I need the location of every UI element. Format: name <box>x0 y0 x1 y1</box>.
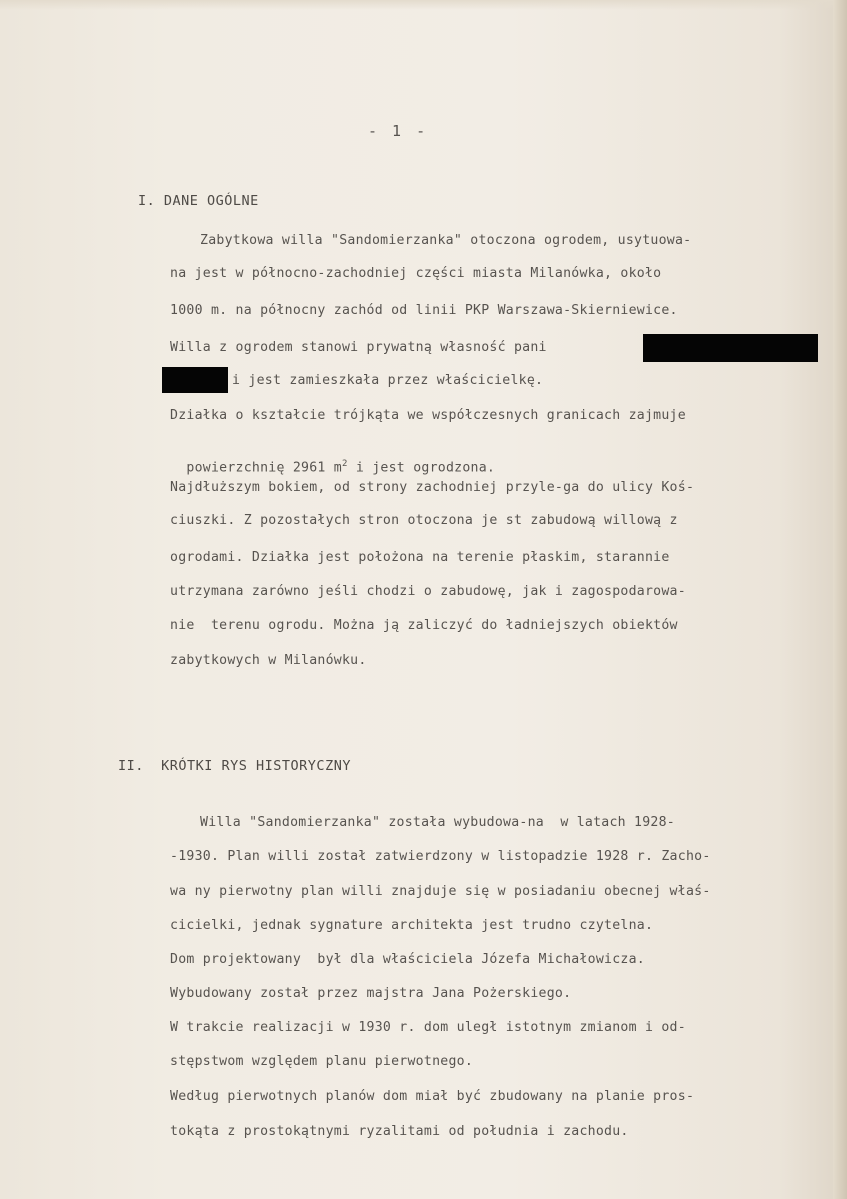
paragraph-line: wa ny pierwotny plan willi znajduje się w posiadaniu obecnej właś- <box>170 884 711 899</box>
page-edge <box>833 0 847 1199</box>
area-text-rest: i jest ogrodzona. <box>347 460 496 476</box>
paragraph-line: Według pierwotnych planów dom miał być zbudowany na planie pros- <box>170 1089 695 1104</box>
paragraph-line: na jest w północno-zachodniej części miasta Milanówka, około <box>170 266 662 281</box>
paragraph-line: ciuszki. Z pozostałych stron otoczona je st zabudową willową z <box>170 513 678 528</box>
paragraph-line: Dom projektowany był dla właściciela Józefa Michałowicza. <box>170 952 645 967</box>
paragraph-line: Zabytkowa willa "Sandomierzanka" otoczona ogrodem, usytuowa- <box>200 233 692 248</box>
paragraph-line: Wybudowany został przez majstra Jana Pożerskiego. <box>170 986 572 1001</box>
paragraph-line: zabytkowych w Milanówku. <box>170 653 367 668</box>
area-text: powierzchnię 2961 m <box>186 460 342 476</box>
page-number: - 1 - <box>368 122 429 140</box>
redaction-box <box>643 334 818 362</box>
paragraph-line <box>170 444 495 475</box>
section-heading-history: II. KRÓTKI RYS HISTORYCZNY <box>118 758 351 774</box>
paragraph-line: Najdłuższym bokiem, od strony zachodniej przyle-ga do ulicy Koś- <box>170 480 695 495</box>
paragraph-line: Działka o kształcie trójkąta we współczesnych granicach zajmuje <box>170 408 686 423</box>
superscript: 2 <box>342 459 348 469</box>
paragraph-line: tokąta z prostokątnymi ryzalitami od południa i zachodu. <box>170 1124 629 1139</box>
paragraph-line: Willa z ogrodem stanowi prywatną własność pani <box>170 340 547 355</box>
paragraph-line: stępstwom względem planu pierwotnego. <box>170 1054 474 1069</box>
paragraph-line: W trakcie realizacji w 1930 r. dom uległ istotnym zmianom i od- <box>170 1020 686 1035</box>
paragraph-line: i jest zamieszkała przez właścicielkę. <box>232 373 544 388</box>
paragraph-line: Willa "Sandomierzanka" została wybudowa-na w latach 1928- <box>200 815 675 830</box>
redaction-box <box>162 367 228 393</box>
page-shadow <box>0 0 847 10</box>
paragraph-line: -1930. Plan willi został zatwierdzony w listopadzie 1928 r. Zacho- <box>170 849 711 864</box>
paragraph-line: nie terenu ogrodu. Można ją zaliczyć do ładniejszych obiektów <box>170 618 678 633</box>
paragraph-line: cicielki, jednak sygnature architekta jest trudno czytelna. <box>170 918 654 933</box>
section-heading-general: I. DANE OGÓLNE <box>138 193 259 209</box>
paragraph-line: ogrodami. Działka jest położona na terenie płaskim, starannie <box>170 550 670 565</box>
paragraph-line: utrzymana zarówno jeśli chodzi o zabudowę, jak i zagospodarowa- <box>170 584 686 599</box>
paragraph-line: 1000 m. na północny zachód od linii PKP Warszawa-Skierniewice. <box>170 303 678 318</box>
